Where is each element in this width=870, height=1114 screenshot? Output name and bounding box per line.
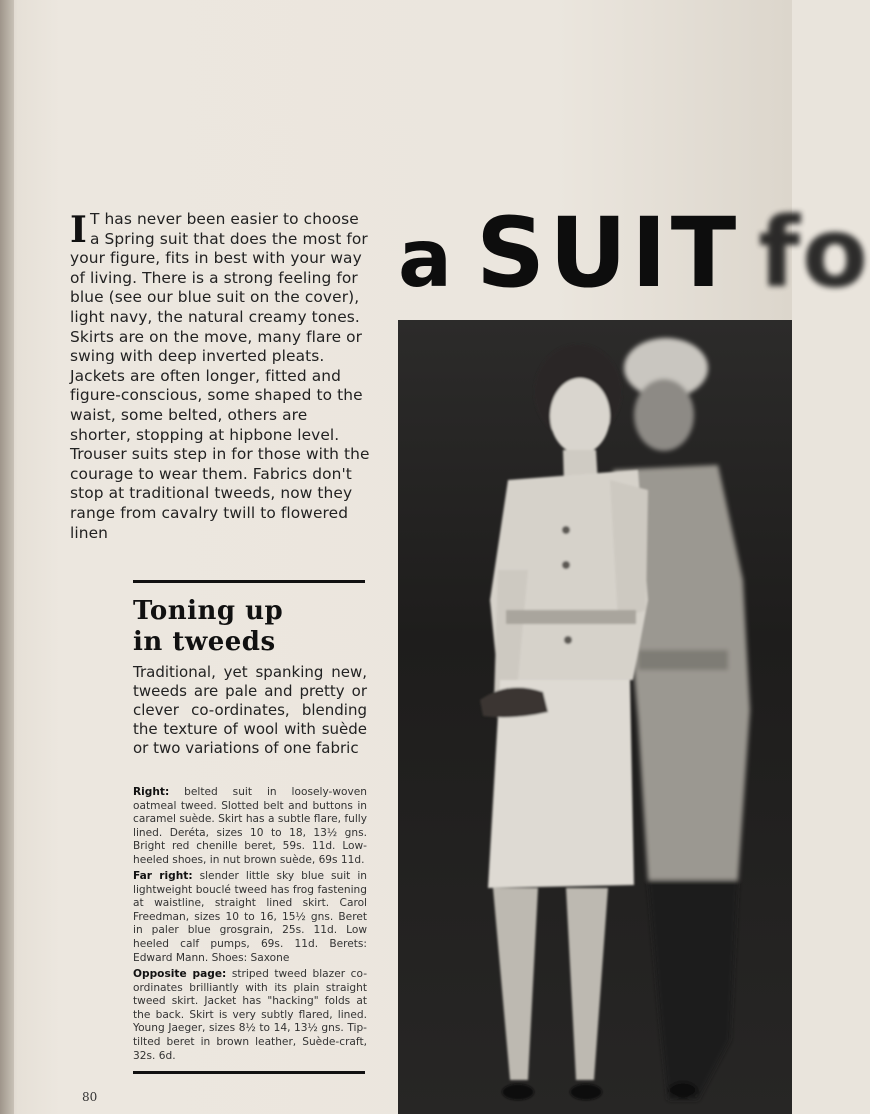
- caption-label: Far right:: [133, 870, 193, 882]
- headline-word-a: a: [398, 212, 454, 305]
- headline-word-partial: fo: [758, 197, 870, 309]
- caption-label: Right:: [133, 786, 170, 798]
- binding-spine: [0, 0, 14, 1114]
- foreground-model: [480, 344, 648, 1100]
- intro-text: T has never been easier to choose a Spring suit that does the most for your figure, fits in best with your way of living. There is a strong feeling for blue (see our blue suit on the cover), light navy, the natural creamy tones. Skirts are on the move, many flare or swing with deep inverted pleats. Jackets are often longer, fitted and figure-conscious, some shaped to the waist, some belted, others are shorter, stopping at hipbone level. Trouser suits step in for those with the courage to wear them. Fabrics don't stop at traditional tweeds, now they range from cavalry twill to flowered linen: [70, 210, 370, 542]
- headline-word-suit: SUIT: [475, 197, 741, 309]
- page-number: 80: [82, 1090, 98, 1104]
- caption-label: Opposite page:: [133, 968, 227, 980]
- caption-text: slender little sky blue suit in lightweight bouclé tweed has frog fastening at waistline, straight lined skirt. Carol Freedman, sizes 10 to 16, 15½ gns. Beret in paler blue grosgrain, 25s. 11d. Low heeled calf pumps, 69s. 11d. Berets: Edward Mann. Shoes: Saxone: [133, 870, 367, 964]
- caption-far-right: [133, 870, 367, 965]
- bottom-rule: [133, 1071, 365, 1074]
- caption-opposite-page: [133, 968, 367, 1063]
- caption-text: striped tweed blazer co-ordinates brilliantly with its plain straight tweed skirt. Jacket has "hacking" folds at the back. Skirt is very subtly flared, lined. Young Jaeger, sizes 8½ to 14, 13½ gns. Tip-tilted beret in brown leather, Suède-craft, 32s. 6d.: [133, 968, 368, 1062]
- headline: [398, 197, 870, 309]
- fashion-photo: [398, 320, 792, 1114]
- section-title-line2: in tweeds: [133, 627, 276, 657]
- caption-right: [133, 786, 367, 868]
- section-title: [133, 596, 373, 658]
- photo-illustration: [398, 320, 792, 1114]
- top-rule: [133, 580, 365, 583]
- background-model: [613, 338, 750, 1100]
- drop-cap: I: [70, 209, 87, 251]
- section-lede: Traditional, yet spanking new, tweeds are pale and pretty or clever co-ordinates, blending the texture of wool with suède or two variations of one fabric: [133, 663, 367, 757]
- section-title-line1: Toning up: [133, 596, 284, 626]
- caption-text: belted suit in loosely-woven oatmeal tweed. Slotted belt and buttons in caramel suède. Skirt has a subtle flare, fully lined. Deréta, sizes 10 to 18, 13½ gns. Bright red chenille beret, 59s. 11d. Low-heeled shoes, in nut brown suède, 69s 11d.: [133, 786, 367, 866]
- intro-paragraph: [70, 210, 370, 543]
